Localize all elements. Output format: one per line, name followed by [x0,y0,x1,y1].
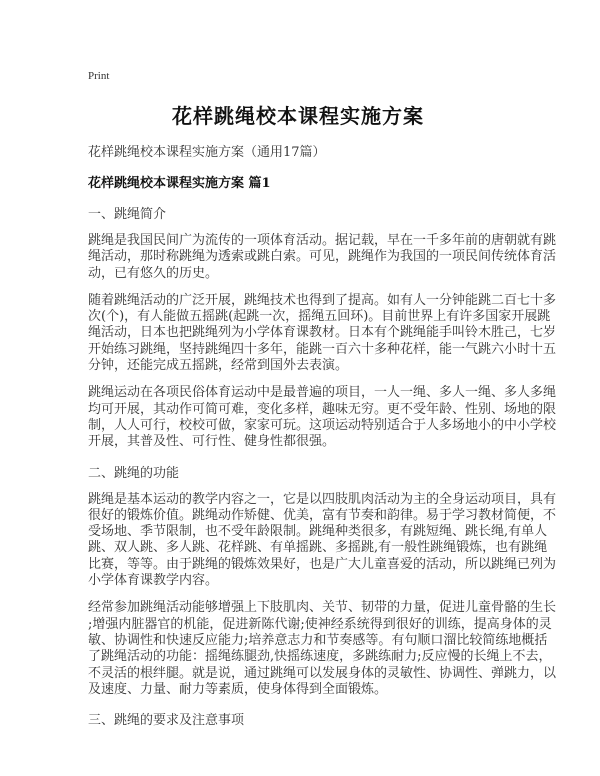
paragraph-line: 动，已有悠久的历史。 [88,265,219,281]
paragraph-line: 不灵活的根绊腿。就是说，通过跳绳可以发展身体的灵敏性、协调性、弹跳力，以 [88,665,557,681]
paragraph-line: 及速度、力量、耐力等素质，使身体得到全面锻炼。 [88,681,388,697]
paragraph-5 [88,600,557,698]
paragraph-line: 绳活动，那时称跳绳为透索或跳白索。可见，跳绳作为我国的一项民间传统体育活 [88,249,557,265]
document-page [88,70,557,739]
paragraph-line: 分钟，还能完成五摇跳，经常到国外去表演。 [88,358,349,374]
paragraph-line: 开始练习跳绳，坚持跳绳四十多年，能跳一百六十多种花样，能一气跳六小时十五 [88,341,557,357]
paragraph-line: 开展，其普及性、可行性、健身性都很强。 [88,434,336,450]
paragraph-3 [88,385,557,450]
section-heading-1: 一、跳绳简介 [88,207,167,222]
paragraph-line: 跳绳是我国民间广为流传的一项体育活动。据记载，早在一千多年前的唐朝就有跳 [88,233,557,248]
section-heading-2: 二、跳绳的功能 [88,465,180,481]
paragraph-line: 均可开展，其动作可简可难，变化多样，趣味无穷。更不受年龄、性别、场地的限 [88,401,557,417]
paragraph-line: 小学体育课教学内容。 [88,573,219,589]
paragraph-line: ;增强内脏器官的机能，促进新陈代谢;使神经系统得到很好的训练，提高身体的灵 [88,616,552,632]
paragraph-line: 经常参加跳绳活动能够增强上下肢肌肉、关节、韧带的力量，促进儿童骨骼的生长 [88,600,557,616]
paragraph-line: 了跳绳活动的功能：摇绳练腿劲,快摇练速度，多跳练耐力;反应慢的长绳上不去， [88,649,552,665]
paragraph-4 [88,491,557,590]
paragraph-line: 制，人人可行，校校可做，家家可玩。这项运动特别适合于人多场地小的中小学校 [88,417,557,433]
paragraph-line: 跳、双人跳、多人跳、花样跳、有单摇跳、多摇跳,有一般性跳绳锻炼，也有跳绳 [88,540,548,556]
paragraph-line: 跳绳运动在各项民俗体育运动中是最普遍的项目，一人一绳、多人一绳、多人多绳 [88,385,557,401]
paragraph-1 [88,233,557,282]
paragraph-line: 比赛，等等。由于跳绳的锻炼效果好，也是广大儿童喜爱的活动，所以跳绳已列为 [88,556,557,572]
paragraph-line: 绳活动，日本也把跳绳列为小学体育课教材。日本有个跳绳能手叫铃木胜己，七岁 [88,325,557,341]
chapter-heading: 花样跳绳校本课程实施方案 篇1 [88,176,271,191]
paragraph-2 [88,292,557,374]
paragraph-line: 跳绳是基本运动的教学内容之一，它是以四肢肌肉活动为主的全身运动项目，具有 [88,491,557,507]
paragraph-line: 很好的锻炼价值。跳绳动作矫健、优美，富有节奏和韵律。易于学习教材简便，不 [88,507,557,523]
section-heading-3: 三、跳绳的要求及注意事项 [88,713,245,729]
print-label[interactable]: Print [88,70,110,82]
document-subtitle: 花样跳绳校本课程实施方案（通用17篇） [88,145,326,160]
paragraph-line: 敏、协调性和快速反应能力;培养意志力和节奏感等。有句顺口溜比较简练地概括 [88,632,548,648]
document-title: 花样跳绳校本课程实施方案 [172,104,424,128]
paragraph-line: 受场地、季节限制，也不受年龄限制。跳绳种类很多，有跳短绳、跳长绳,有单人 [88,524,548,540]
paragraph-line: 次(个)，有人能做五摇跳(起跳一次，摇绳五回环)。目前世界上有许多国家开展跳 [88,309,551,325]
paragraph-line: 随着跳绳活动的广泛开展，跳绳技术也得到了提高。如有人一分钟能跳二百七十多 [88,292,557,308]
